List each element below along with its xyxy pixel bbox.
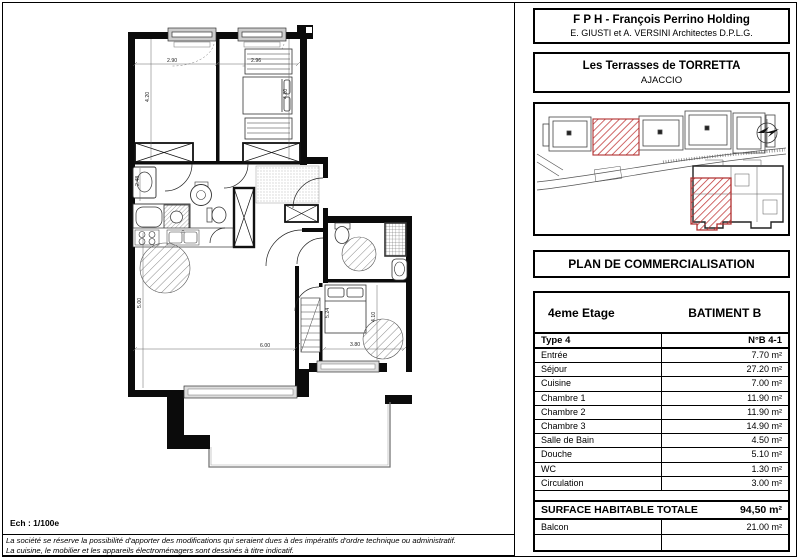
table-row — [535, 463, 788, 477]
room-label: Chambre 3 — [535, 420, 662, 433]
room-label: Salle de Bain — [535, 434, 662, 447]
dimension-label: 2.48 — [135, 175, 141, 186]
balcony-value: 21.00 m² — [746, 521, 782, 532]
total-label: SURFACE HABITABLE TOTALE — [541, 503, 698, 516]
highlighted-building — [593, 119, 639, 155]
scale-label: Ech : 1/100e — [10, 518, 60, 528]
room-label: Entrée — [535, 349, 662, 362]
project-city: AJACCIO — [640, 75, 683, 86]
room-area: 1.30 m² — [751, 463, 782, 474]
plan-title-box — [533, 250, 790, 278]
table-row — [535, 448, 788, 462]
architects-name: E. GIUSTI et A. VERSINI Architectes D.P.L.G. — [570, 28, 753, 38]
disclaimer-line-2: La cuisine, le mobilier et les appareils électroménagers sont dessinés à titre indicatif. — [6, 545, 294, 555]
room-area: 27.20 m² — [746, 364, 782, 375]
dimension-label: 4.10 — [371, 311, 377, 322]
room-area: 7.00 m² — [751, 378, 782, 389]
section-divider — [514, 2, 515, 556]
kitchen-fixtures — [133, 228, 233, 247]
table-row — [535, 377, 788, 391]
plan-title: PLAN DE COMMERCIALISATION — [568, 257, 755, 271]
wc-fixtures — [191, 182, 227, 223]
type-row — [535, 334, 788, 349]
project-box — [533, 52, 790, 93]
dimension-label: 7 — [297, 343, 300, 349]
balcony-label: Balcon — [535, 520, 662, 534]
bathroom-fixtures — [133, 167, 190, 230]
room-area: 3.00 m² — [751, 477, 782, 488]
room-area: 4.50 m² — [751, 435, 782, 446]
table-row — [535, 477, 788, 491]
room-area: 5.10 m² — [751, 449, 782, 460]
dimension-label: 4.20 — [145, 91, 151, 102]
table-row — [535, 406, 788, 420]
highlighted-unit — [691, 178, 731, 230]
type-label: Type 4 — [535, 334, 662, 347]
dimension-label: 5.00 — [137, 297, 143, 308]
site-plan-drawing — [535, 104, 788, 234]
surface-table — [533, 291, 790, 552]
empty-row — [535, 535, 788, 550]
project-name: Les Terrasses de TORRETTA — [582, 60, 741, 72]
site-plan-box — [533, 102, 790, 236]
shelving-unit — [301, 298, 320, 352]
disclaimer-line-1: La société se réserve la possibilité d'apporter des modifications qui seraient dues à des impératifs d'ordre technique ou administratif. — [6, 536, 456, 545]
floor-label: 4eme Etage — [548, 305, 615, 320]
dimension-label: 5.24 — [325, 307, 331, 318]
room-area: 7.70 m² — [751, 350, 782, 360]
entrance-mat — [256, 166, 319, 203]
dimension-label: 6.00 — [260, 343, 271, 349]
balcony-railing — [209, 402, 390, 467]
room-label: Chambre 1 — [535, 392, 662, 405]
room-label: Séjour — [535, 363, 662, 376]
table-row — [535, 392, 788, 406]
unit-number: N°B 4-1 — [748, 335, 782, 346]
total-value: 94,50 m² — [739, 503, 782, 516]
bed-chambre3 — [325, 285, 366, 333]
room-area: 14.90 m² — [746, 420, 782, 431]
room-label: WC — [535, 463, 662, 476]
table-header-row — [535, 293, 788, 334]
table-row — [535, 363, 788, 377]
room-area: 11.90 m² — [747, 392, 782, 403]
room-label: Chambre 2 — [535, 406, 662, 419]
dimension-label: 3.80 — [350, 342, 361, 348]
building-label: BATIMENT B — [688, 305, 762, 320]
total-row — [535, 500, 788, 520]
table-row — [535, 434, 788, 448]
spacer-row — [535, 491, 788, 500]
north-arrow-icon — [757, 119, 779, 147]
table-row — [535, 420, 788, 434]
room-label: Circulation — [535, 477, 662, 490]
floor-plan-drawing — [2, 2, 513, 514]
company-name: F P H - François Perrino Holding — [573, 14, 750, 26]
company-box — [533, 8, 790, 44]
table-row — [535, 349, 788, 363]
dimension-label: 2.96 — [251, 58, 262, 64]
room-area: 11.90 m² — [747, 406, 782, 417]
room-label: Cuisine — [535, 377, 662, 390]
room-label: Douche — [535, 448, 662, 461]
site-roads — [537, 148, 786, 190]
balcony-row — [535, 520, 788, 535]
dimension-label: 4.20 — [283, 88, 289, 99]
disclaimer-box — [2, 534, 515, 556]
site-buildings — [543, 111, 775, 153]
dimension-label: 2.90 — [167, 58, 178, 64]
